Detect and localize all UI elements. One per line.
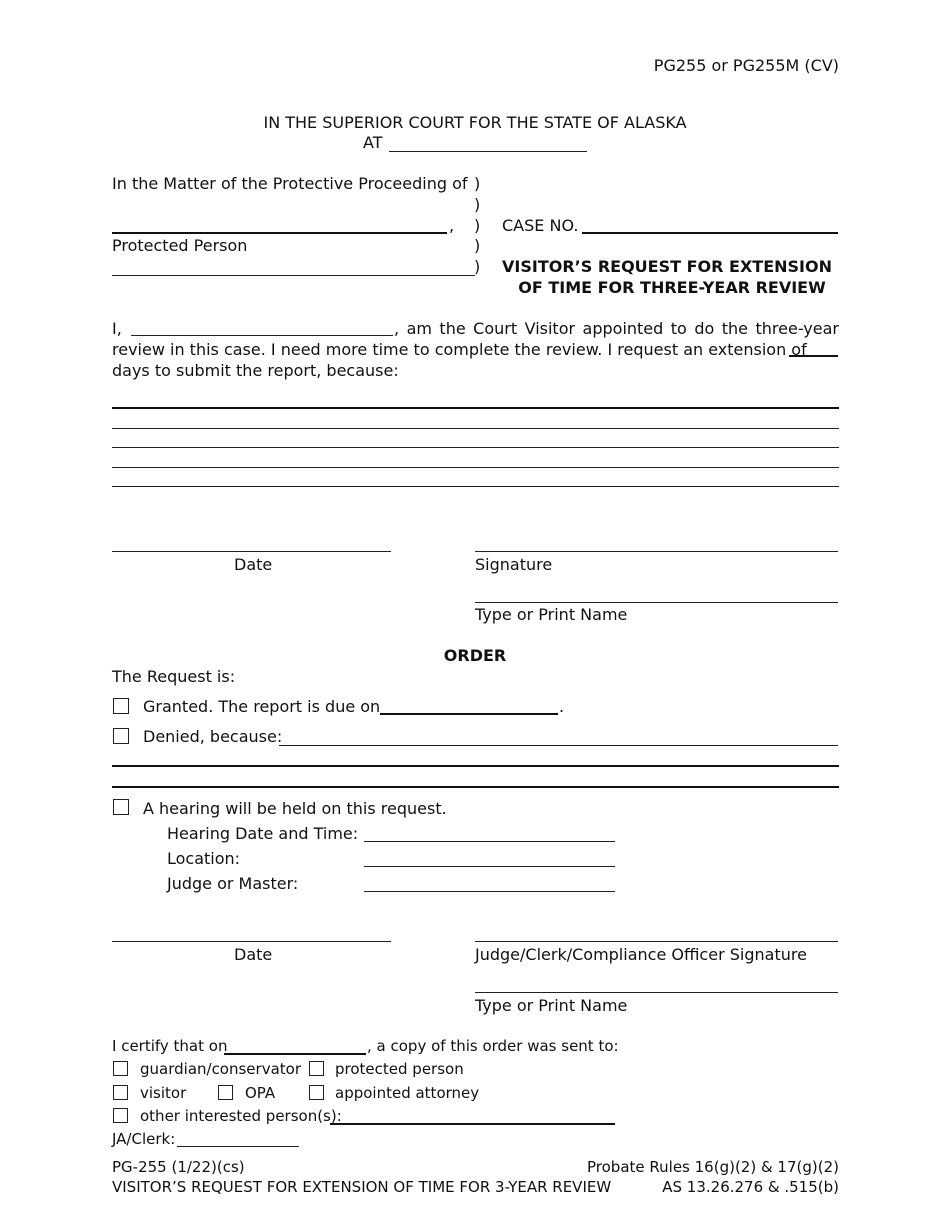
granted-checkbox[interactable] bbox=[113, 698, 129, 714]
footer-statute: AS 13.26.276 & .515(b) bbox=[662, 1178, 839, 1196]
granted-label: Granted. The report is due on bbox=[143, 697, 381, 716]
denied-label: Denied, because: bbox=[143, 727, 283, 746]
protected-person-label: Protected Person bbox=[112, 236, 248, 255]
order-date-label: Date bbox=[234, 945, 273, 964]
hearing-date-time-field[interactable] bbox=[364, 841, 615, 842]
caption-underline bbox=[112, 275, 475, 276]
ja-clerk-label: JA/Clerk: bbox=[112, 1130, 176, 1148]
reason-line[interactable] bbox=[112, 447, 839, 448]
judge-signature-label: Judge/Clerk/Compliance Officer Signature bbox=[475, 945, 807, 964]
denied-reason-line[interactable] bbox=[112, 765, 839, 767]
other-persons-checkbox[interactable] bbox=[113, 1108, 128, 1123]
denied-checkbox[interactable] bbox=[113, 728, 129, 744]
judge-print-name-field[interactable] bbox=[475, 992, 838, 993]
footer-form-id: PG-255 (1/22)(cs) bbox=[112, 1158, 245, 1176]
caption-comma: , bbox=[449, 216, 455, 235]
body-line1: , am the Court Visitor appointed to do the three-year bbox=[394, 319, 839, 338]
visitor-label: visitor bbox=[140, 1084, 187, 1102]
judge-signature-field[interactable] bbox=[475, 941, 838, 942]
court-location-field[interactable] bbox=[389, 151, 587, 152]
guardian-label: guardian/conservator bbox=[140, 1060, 302, 1078]
case-no-label: CASE NO. bbox=[502, 216, 579, 235]
order-date-field[interactable] bbox=[112, 941, 391, 942]
denied-reason-line[interactable] bbox=[112, 786, 839, 788]
appointed-attorney-checkbox[interactable] bbox=[309, 1085, 324, 1100]
denied-reason-field[interactable] bbox=[279, 745, 838, 746]
reason-line[interactable] bbox=[112, 467, 839, 468]
visitor-name-field[interactable] bbox=[131, 335, 393, 336]
at-label: AT bbox=[363, 133, 383, 152]
footer-form-title: VISITOR’S REQUEST FOR EXTENSION OF TIME FOR 3-YEAR REVIEW bbox=[112, 1178, 612, 1196]
form-code: PG255 or PG255M (CV) bbox=[653, 56, 839, 75]
matter-label: In the Matter of the Protective Proceeding of bbox=[112, 174, 468, 193]
protected-person-name-field[interactable] bbox=[112, 232, 447, 234]
hearing-date-time-label: Hearing Date and Time: bbox=[167, 824, 359, 843]
signature-label: Signature bbox=[475, 555, 553, 574]
visitor-print-name-field[interactable] bbox=[475, 602, 838, 603]
protected-person-checkbox[interactable] bbox=[309, 1061, 324, 1076]
location-label: Location: bbox=[167, 849, 241, 868]
other-persons-field[interactable] bbox=[330, 1123, 615, 1125]
case-no-field[interactable] bbox=[582, 232, 838, 234]
caption-paren: ) bbox=[474, 236, 481, 255]
judge-or-master-label: Judge or Master: bbox=[167, 874, 299, 893]
location-field[interactable] bbox=[364, 866, 615, 867]
request-is-label: The Request is: bbox=[112, 667, 236, 686]
certify-label: I certify that on bbox=[112, 1037, 228, 1055]
reason-line[interactable] bbox=[112, 407, 839, 409]
caption-paren: ) bbox=[474, 174, 481, 193]
date-label: Date bbox=[234, 555, 273, 574]
reason-line[interactable] bbox=[112, 428, 839, 429]
appointed-attorney-label: appointed attorney bbox=[335, 1084, 480, 1102]
body-i: I, bbox=[112, 319, 122, 338]
visitor-signature-field[interactable] bbox=[475, 551, 838, 552]
certify-date-field[interactable] bbox=[224, 1053, 366, 1055]
other-persons-label: other interested person(s): bbox=[140, 1107, 342, 1125]
extension-days-field[interactable] bbox=[789, 355, 838, 357]
judge-print-name-label: Type or Print Name bbox=[475, 996, 628, 1015]
hearing-label: A hearing will be held on this request. bbox=[143, 799, 447, 818]
ja-clerk-field[interactable] bbox=[177, 1146, 299, 1147]
judge-or-master-field[interactable] bbox=[364, 891, 615, 892]
guardian-checkbox[interactable] bbox=[113, 1061, 128, 1076]
caption-paren: ) bbox=[474, 216, 481, 235]
visitor-date-field[interactable] bbox=[112, 551, 391, 552]
opa-label: OPA bbox=[245, 1084, 276, 1102]
protected-person-copy-label: protected person bbox=[335, 1060, 464, 1078]
certify-rest: , a copy of this order was sent to: bbox=[367, 1037, 619, 1055]
court-title: IN THE SUPERIOR COURT FOR THE STATE OF ALASKA bbox=[263, 113, 687, 132]
body-line3: days to submit the report, because: bbox=[112, 361, 399, 380]
body-line2: review in this case. I need more time to complete the review. I request an extension of bbox=[112, 340, 807, 359]
document-title-line1: VISITOR’S REQUEST FOR EXTENSION bbox=[502, 257, 832, 276]
document-title-line2: OF TIME FOR THREE-YEAR REVIEW bbox=[518, 278, 826, 297]
footer-rules: Probate Rules 16(g)(2) & 17(g)(2) bbox=[587, 1158, 839, 1176]
reason-line[interactable] bbox=[112, 486, 839, 487]
print-name-label: Type or Print Name bbox=[475, 605, 628, 624]
order-heading: ORDER bbox=[443, 646, 507, 665]
granted-period: . bbox=[559, 697, 565, 716]
report-due-date-field[interactable] bbox=[380, 713, 558, 715]
visitor-checkbox[interactable] bbox=[113, 1085, 128, 1100]
hearing-checkbox[interactable] bbox=[113, 799, 129, 815]
caption-paren: ) bbox=[474, 195, 481, 214]
caption-paren: ) bbox=[474, 257, 481, 276]
opa-checkbox[interactable] bbox=[218, 1085, 233, 1100]
